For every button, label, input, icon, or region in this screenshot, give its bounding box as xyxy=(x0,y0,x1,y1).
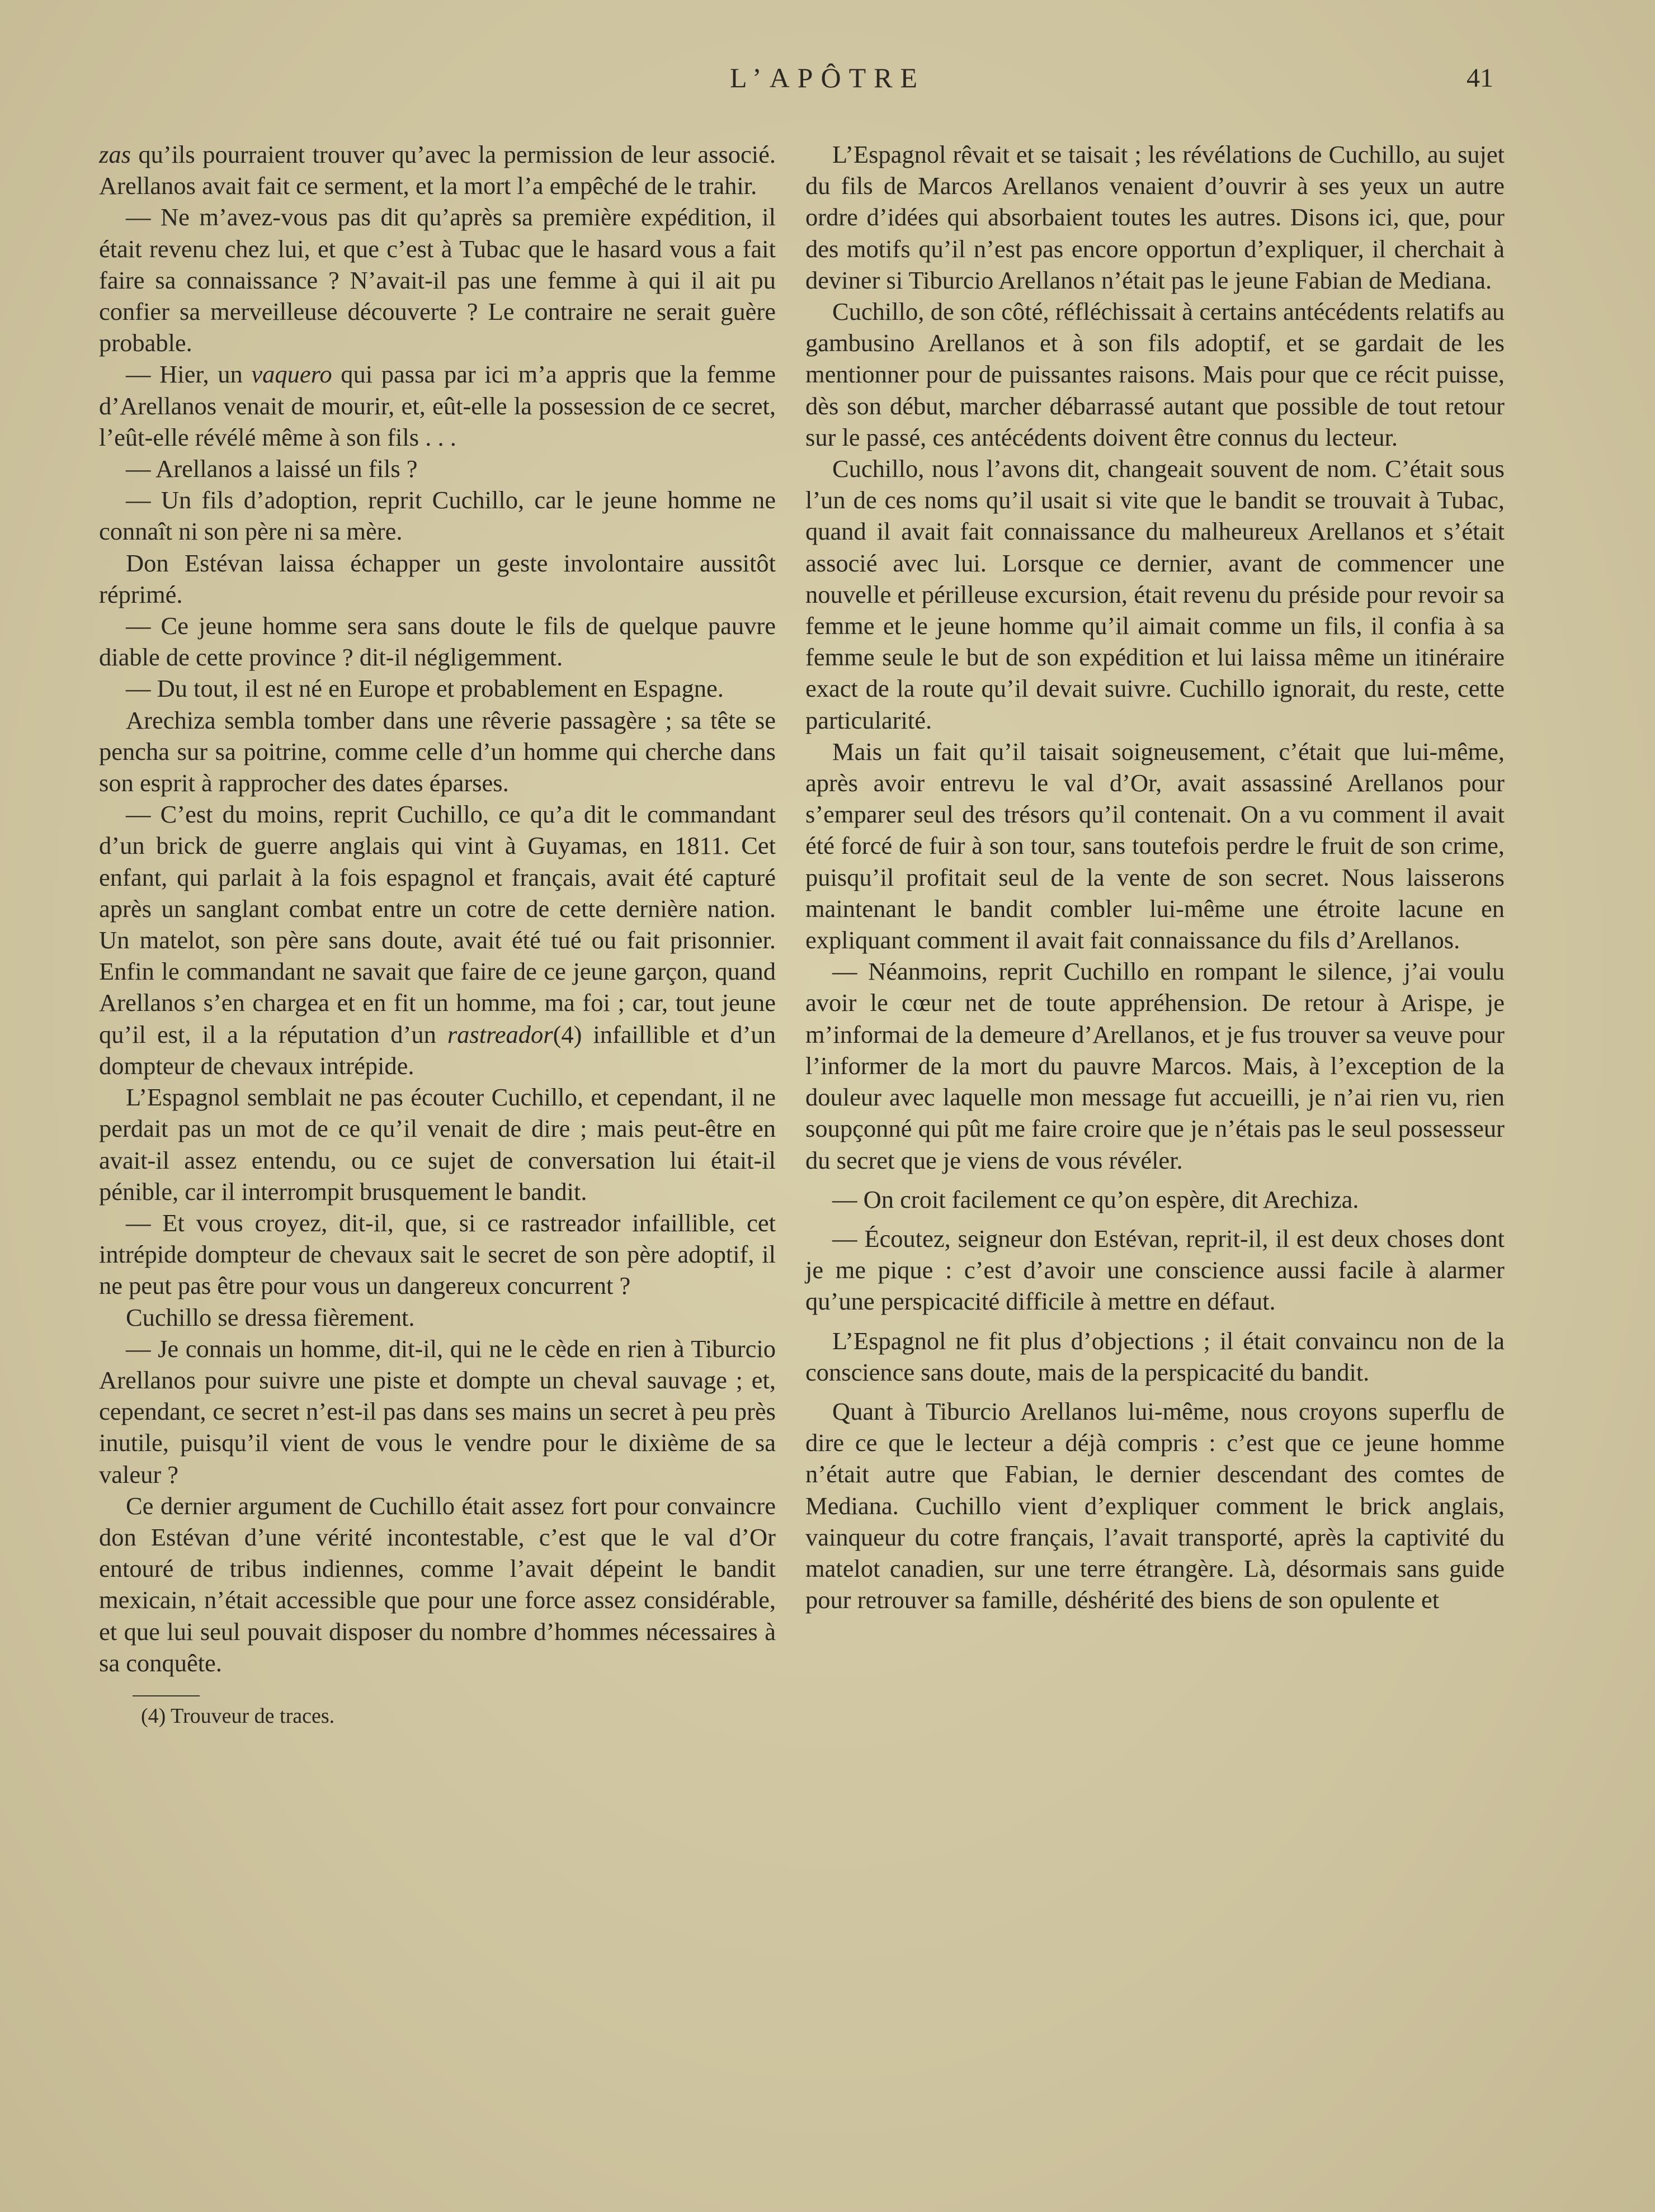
paragraph: — Arellanos a laissé un fils ? xyxy=(126,455,418,483)
paragraph: — C’est du moins, reprit Cuchillo, ce qu’a dit le commandant d’un brick de guerre anglais qui vint à Guyamas, en 1811. Cet enfant, qui parlait à la fois espagnol et français, avait été capturé après un sanglant combat entre un cotre de cette dernière nation. Un matelot, son père sans doute, avait été tué ou fait prisonnier. Enfin le commandant ne savait que faire de ce jeune garçon, quand Arellanos s’en chargea et en fit un homme, ma foi ; car, tout jeune qu’il est, il a la réputation d’un rastreador(4) infaillible et d’un dompteur de chevaux intrépide. xyxy=(99,800,776,1080)
running-title: L’APÔTRE xyxy=(729,62,926,93)
page-number: 41 xyxy=(1467,63,1493,93)
paragraph: — Un fils d’adoption, reprit Cuchillo, car le jeune homme ne connaît ni son père ni sa mère. xyxy=(99,486,776,546)
paragraph: — On croit facilement ce qu’on espère, dit Arechiza. xyxy=(832,1185,1359,1213)
paragraph: Cuchillo, de son côté, réfléchissait à certains antécédents relatifs au gambusino Arellanos et à son fils adoptif, et se gardait de les mentionner pour de puissantes raisons. Mais pour que ce récit puisse, dès son début, marcher débarrassé autant que possible de tout retour sur le passé, ces antécédents doivent être connus du lecteur. xyxy=(805,297,1505,451)
paragraph: L’Espagnol semblait ne pas écouter Cuchillo, et cependant, il ne perdait pas un mot de ce qu’il venait de dire ; mais peut-être en avait-il assez entendu, ou ce sujet de conversation lui était-il pénible, car il interrompit brusquement le bandit. xyxy=(99,1083,776,1206)
left-column xyxy=(99,139,776,1730)
paragraph: — Néanmoins, reprit Cuchillo en rompant le silence, j’ai voulu avoir le cœur net de toute appréhension. De retour à Arispe, je m’informai de la demeure d’Arellanos, et je fus trouver sa veuve pour l’informer de la mort du pauvre Marcos. Mais, à l’exception de la douleur avec laquelle mon message fut accueilli, je n’ai rien vu, rien soupçonné qui pût me faire croire que je n’étais pas le seul possesseur du secret que je viens de vous révéler. xyxy=(805,957,1505,1174)
right-column xyxy=(805,139,1505,1615)
paragraph: — Et vous croyez, dit-il, que, si ce rastreador infaillible, cet intrépide dompteur de chevaux sait le secret de son père adoptif, il ne peut pas être pour vous un dangereux concurrent ? xyxy=(99,1208,776,1300)
paragraph: — Ne m’avez-vous pas dit qu’après sa première expédition, il était revenu chez lui, et que c’est à Tubac que le hasard vous a fait faire sa connaissance ? N’avait-il pas une femme à qui il ait pu confier sa merveilleuse découverte ? Le contraire ne serait guère probable. xyxy=(99,203,776,357)
paragraph: zas qu’ils pourraient trouver qu’avec la permission de leur associé. Arellanos avait fait ce serment, et la mort l’a empêché de le trahir. xyxy=(99,140,776,200)
paragraph: — Hier, un vaquero qui passa par ici m’a appris que la femme d’Arellanos venait de mourir, et, eût-elle la possession de ce secret, l’eût-elle révélé même à son fils . . . xyxy=(99,360,776,451)
paragraph: Mais un fait qu’il taisait soigneusement, c’était que lui-même, après avoir entrevu le val d’Or, avait assassiné Arellanos pour s’emparer seul des trésors qu’il contenait. On a vu comment il avait été forcé de fuir à son tour, sans toutefois perdre le fruit de son crime, puisqu’il profitait seul de la vente de son secret. Nous laisserons maintenant le bandit combler lui-même une étroite lacune en expliquant comment il avait fait connaissance du fils d’Arellanos. xyxy=(805,737,1505,954)
paragraph: — Écoutez, seigneur don Estévan, reprit-il, il est deux choses dont je me pique : c’est d’avoir une conscience aussi facile à alarmer qu’une perspicacité difficile à mettre en défaut. xyxy=(805,1224,1505,1316)
paragraph: — Ce jeune homme sera sans doute le fils de quelque pauvre diable de cette province ? dit-il négligemment. xyxy=(99,612,776,672)
paragraph: — Je connais un homme, dit-il, qui ne le cède en rien à Tiburcio Arellanos pour suivre une piste et dompte un cheval sauvage ; et, cependant, ce secret n’est-il pas dans ses mains un secret à peu près inutile, puisqu’il vient de vous le vendre pour le dixième de sa valeur ? xyxy=(99,1334,776,1488)
paragraph: Cuchillo, nous l’avons dit, changeait souvent de nom. C’était sous l’un de ces noms qu’il usait si vite que le bandit se trouvait à Tubac, quand il avait fait connaissance du malheureux Arellanos et s’était associé avec lui. Lorsque ce dernier, avant de commencer une nouvelle et périlleuse excursion, était revenu du préside pour revoir sa femme et le jeune homme qu’il aimait comme un fils, il confia à sa femme seule le but de son expédition et lui laissa même un itinéraire exact de la route qu’il devait suivre. Cuchillo ignorait, du reste, cette particularité. xyxy=(805,455,1505,734)
paragraph: Quant à Tiburcio Arellanos lui-même, nous croyons superflu de dire ce que le lecteur a déjà compris : c’est que ce jeune homme n’était autre que Fabian, le dernier descendant des comtes de Mediana. Cuchillo vient d’expliquer comment le brick anglais, vainqueur du cotre français, l’avait transporté, après la captivité du matelot canadien, sur une terre étrangère. Là, désormais sans guide pour retrouver sa famille, déshérité des biens de son opulente et xyxy=(805,1397,1505,1614)
paragraph: Arechiza sembla tomber dans une rêverie passagère ; sa tête se pencha sur sa poitrine, comme celle d’un homme qui cherche dans son esprit à rapprocher des dates éparses. xyxy=(99,706,776,797)
paragraph: Cuchillo se dressa fièrement. xyxy=(126,1303,415,1331)
paragraph: Ce dernier argument de Cuchillo était assez fort pour convaincre don Estévan d’une vérité incontestable, c’est que le val d’Or entouré de tribus indiennes, comme l’avait dépeint le bandit mexicain, n’était accessible que pour une force assez considérable, et que lui seul pouvait disposer du nombre d’hommes nécessaires à sa conquête. xyxy=(99,1491,776,1677)
paragraph: L’Espagnol rêvait et se taisait ; les révélations de Cuchillo, au sujet du fils de Marcos Arellanos venaient d’ouvrir à ses yeux un autre ordre d’idées qui absorbaient toutes les autres. Disons ici, que, pour des motifs qu’il n’est pas encore opportun d’expliquer, il cherchait à deviner si Tiburcio Arellanos n’était pas le jeune Fabian de Mediana. xyxy=(805,140,1505,294)
footnote: (4) Trouveur de traces. xyxy=(141,1704,335,1728)
paragraph: — Du tout, il est né en Europe et probablement en Espagne. xyxy=(126,674,724,703)
paragraph: L’Espagnol ne fit plus d’objections ; il était convaincu non de la conscience sans doute, mais de la perspicacité du bandit. xyxy=(805,1326,1505,1386)
paragraph: Don Estévan laissa échapper un geste involontaire aussitôt réprimé. xyxy=(99,549,776,608)
footnote-divider xyxy=(133,1695,200,1696)
